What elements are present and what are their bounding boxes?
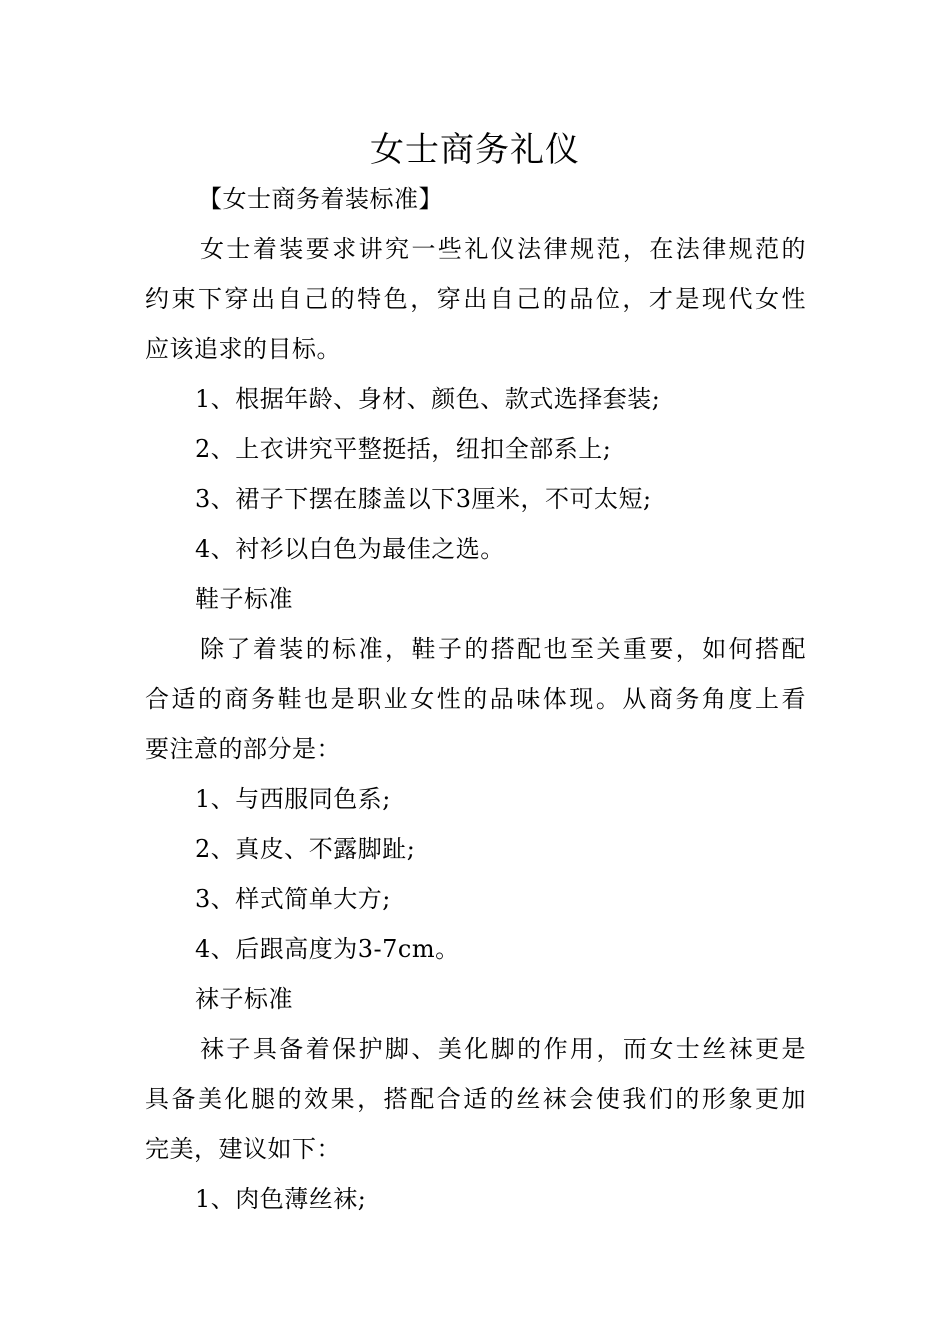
list-item: 2、真皮、不露脚趾; <box>195 835 416 863</box>
list-item: 1、根据年龄、身材、颜色、款式选择套装; <box>195 385 661 413</box>
list-item: 4、衬衫以白色为最佳之选。 <box>195 535 505 563</box>
paragraph-line: 除了着装的标准，鞋子的搭配也至关重要，如何搭配 <box>200 635 806 663</box>
list-item: 1、与西服同色系; <box>195 785 391 813</box>
section-heading-socks: 袜子标准 <box>195 985 293 1013</box>
paragraph-line: 要注意的部分是： <box>145 735 341 763</box>
list-item: 4、后跟高度为3-7cm。 <box>195 935 460 963</box>
list-item: 3、裙子下摆在膝盖以下3厘米，不可太短; <box>195 485 652 513</box>
document-title: 女士商务礼仪 <box>370 130 580 170</box>
paragraph-line: 具备美化腿的效果，搭配合适的丝袜会使我们的形象更加 <box>145 1085 806 1113</box>
paragraph-line: 完美，建议如下： <box>145 1135 341 1163</box>
section-heading-attire: 【女士商务着装标准】 <box>198 185 443 213</box>
paragraph-line: 合适的商务鞋也是职业女性的品味体现。从商务角度上看 <box>145 685 806 713</box>
list-item: 2、上衣讲究平整挺括，纽扣全部系上; <box>195 435 612 463</box>
paragraph-line: 女士着装要求讲究一些礼仪法律规范，在法律规范的 <box>200 235 806 263</box>
paragraph-line: 约束下穿出自己的特色，穿出自己的品位，才是现代女性 <box>145 285 806 313</box>
list-item: 3、样式简单大方; <box>195 885 391 913</box>
paragraph-line: 袜子具备着保护脚、美化脚的作用，而女士丝袜更是 <box>200 1035 806 1063</box>
list-item: 1、肉色薄丝袜; <box>195 1185 367 1213</box>
section-heading-shoes: 鞋子标准 <box>195 585 293 613</box>
paragraph-line: 应该追求的目标。 <box>145 335 341 363</box>
